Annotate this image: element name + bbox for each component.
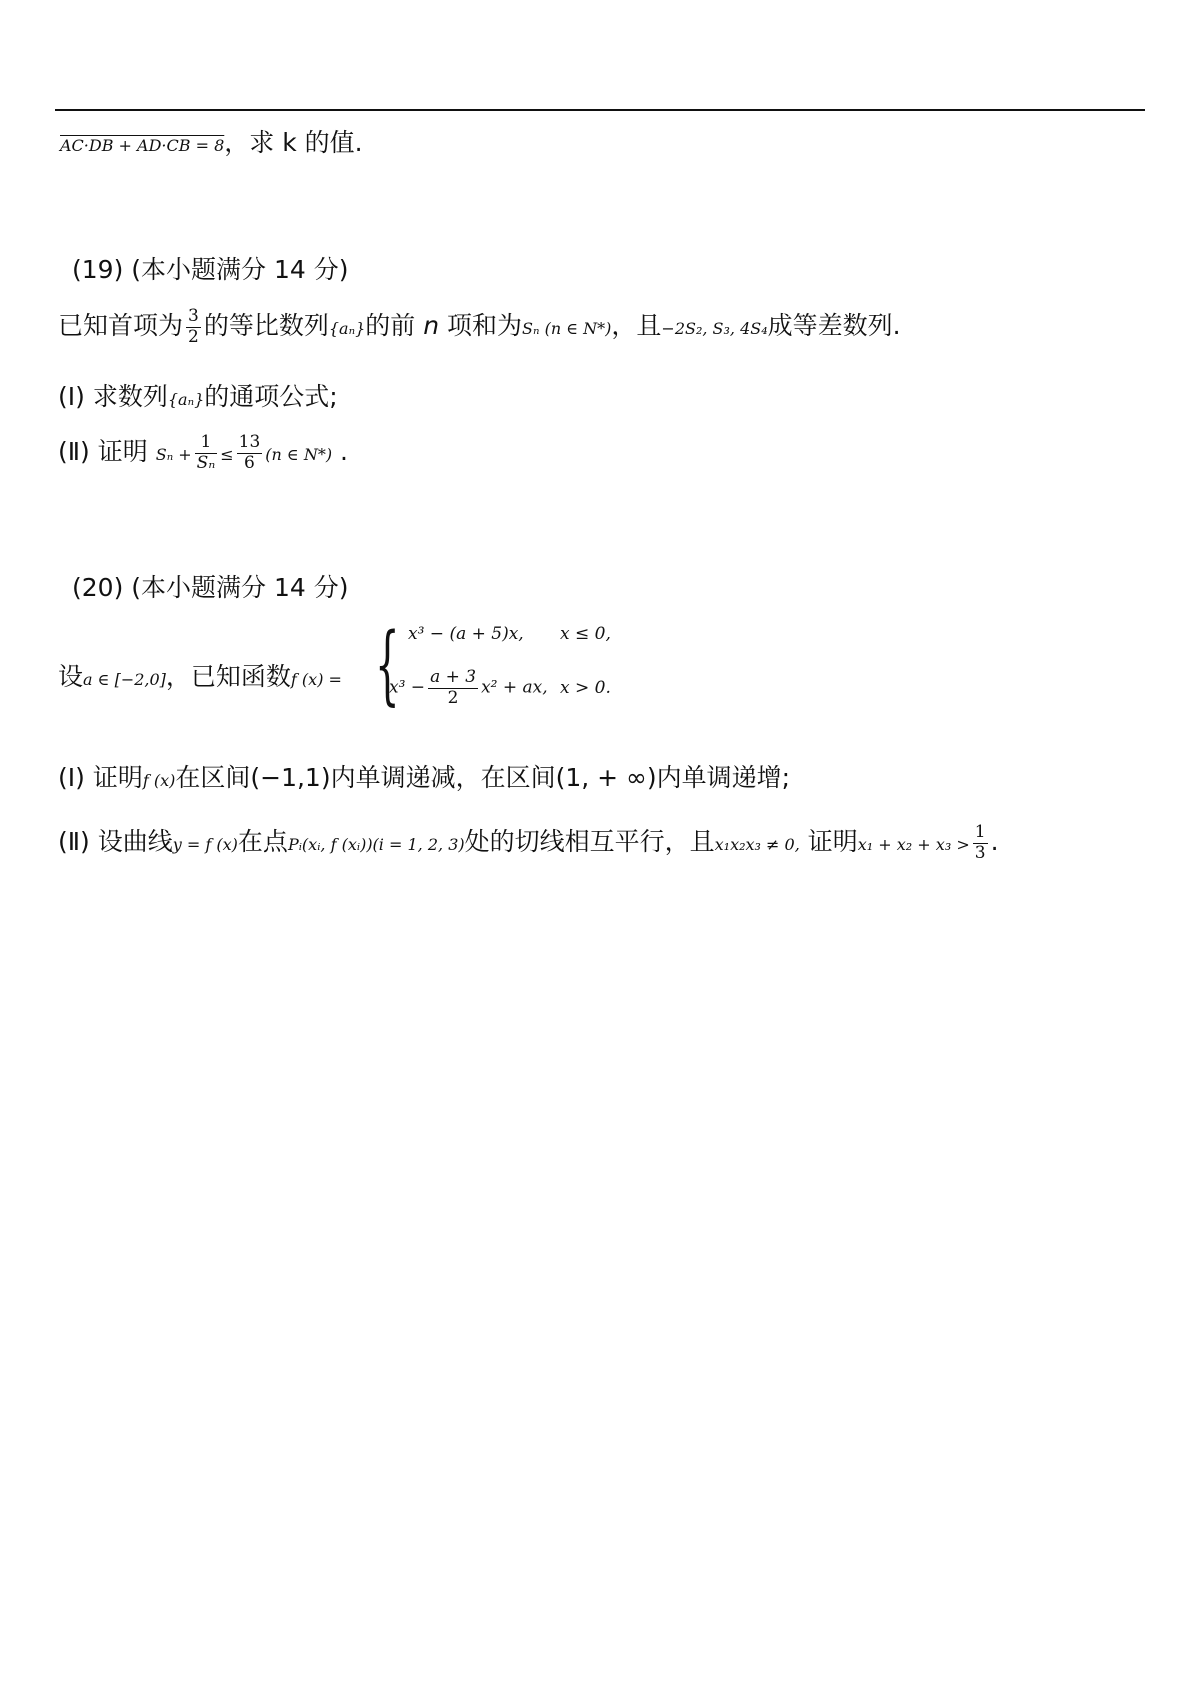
- q19-part2-text-a: 证明: [97, 437, 148, 467]
- fraction-denominator: 2: [188, 326, 199, 347]
- q20-fx: f (x) =: [290, 670, 342, 689]
- fraction-numerator: 13: [238, 432, 261, 452]
- piecewise-function: [375, 615, 615, 715]
- q20-part1-fx: f (x): [142, 771, 176, 790]
- q20-part2-fraction: [973, 823, 988, 863]
- case-2-condition: x > 0.: [560, 678, 611, 698]
- header-rule: [55, 109, 1145, 111]
- fraction-denominator: Sₙ: [196, 452, 216, 473]
- q19-stem-text-c: 的前: [365, 311, 416, 341]
- left-brace: {: [375, 615, 400, 715]
- q19-part2-fraction2: [237, 433, 263, 473]
- q19-part2-sn: Sₙ +: [155, 445, 192, 465]
- case-2-fraction: [428, 668, 478, 708]
- q20-part2: [58, 823, 999, 863]
- q19-stem: [58, 307, 901, 347]
- q20-part2-end: .: [990, 827, 999, 857]
- q20-stem: [58, 662, 342, 692]
- case-2-post: x² + ax,: [481, 677, 548, 698]
- q19-part2: [58, 433, 348, 473]
- q19-part1-label: (Ⅰ): [58, 382, 85, 411]
- q20-part1-text-a: 证明: [92, 763, 143, 792]
- fraction-numerator: a + 3: [430, 667, 477, 687]
- q19-first-term-fraction: [186, 307, 201, 347]
- q20-stem-text-b: ，已知函数: [165, 662, 291, 691]
- q20-part1-text-b: 在区间(−1,1)内单调递减，在区间(1, + ∞)内单调递增;: [175, 763, 791, 792]
- q19-part1-text-a: 求数列: [92, 382, 168, 411]
- q20-part2-text-a: 设曲线: [97, 827, 173, 857]
- q19-part1: [58, 382, 338, 412]
- fraction-denominator: 6: [237, 453, 263, 474]
- q20-heading: (20) (本小题满分 14 分): [72, 573, 349, 602]
- q20-part2-curve: y = f (x): [172, 835, 238, 855]
- q19-part2-label: (Ⅱ): [58, 437, 90, 467]
- fraction-numerator: 1: [200, 432, 212, 452]
- continuation-line: [60, 128, 363, 158]
- q20-part2-point: Pᵢ(xᵢ, f (xᵢ))(i = 1, 2, 3): [287, 835, 465, 855]
- q20-part2-text-d: 证明: [807, 827, 858, 857]
- q19-part1-text-b: 的通项公式;: [204, 382, 338, 411]
- q19-arith-terms: −2S₂, S₃, 4S₄: [661, 319, 768, 339]
- vector-equation: AC·DB + AD·CB = 8: [60, 136, 225, 155]
- q19-part2-fraction1: [195, 433, 218, 473]
- fraction-denominator: 3: [974, 842, 986, 863]
- fraction-numerator: 1: [974, 822, 986, 842]
- q20-part2-sum: x₁ + x₂ + x₃ >: [857, 835, 970, 855]
- q19-stem-text-d: 项和为: [447, 311, 523, 341]
- q20-part2-condition: x₁x₂x₃ ≠ 0,: [714, 835, 800, 855]
- q19-part1-an: {aₙ}: [167, 390, 205, 409]
- q19-n: n: [423, 311, 440, 341]
- case-1: x³ − (a + 5)x,: [408, 624, 524, 644]
- fraction-numerator: 3: [188, 306, 199, 326]
- continuation-text: ，求 k 的值.: [224, 128, 363, 157]
- q19-sum-sn: Sₙ (n ∈ N*): [522, 319, 612, 339]
- q19-stem-text-a: 已知首项为: [58, 311, 184, 341]
- q19-part2-condition: (n ∈ N*): [265, 445, 333, 465]
- fraction-denominator: 2: [428, 688, 478, 709]
- q20-a-range: a ∈ [−2,0]: [83, 670, 166, 689]
- q19-stem-text-b: 的等比数列: [203, 311, 329, 341]
- case-1-condition: x ≤ 0,: [560, 624, 611, 644]
- q19-sequence-an: {aₙ}: [328, 319, 366, 339]
- q19-part2-le: ≤: [220, 445, 234, 465]
- q19-stem-text-e: ，且: [611, 311, 662, 341]
- q20-part1: [58, 763, 790, 793]
- q20-part1-label: (Ⅰ): [58, 763, 85, 792]
- q20-part2-text-c: 处的切线相互平行，且: [464, 827, 715, 857]
- q20-stem-text-a: 设: [58, 662, 84, 691]
- q19-stem-text-f: 成等差数列.: [767, 311, 901, 341]
- q20-part2-text-b: 在点: [237, 827, 288, 857]
- q19-part2-end: .: [340, 437, 348, 467]
- q20-part2-label: (Ⅱ): [58, 827, 90, 857]
- case-2-pre: x³ −: [389, 677, 426, 698]
- q19-heading: (19) (本小题满分 14 分): [72, 255, 349, 284]
- case-2: [389, 668, 548, 708]
